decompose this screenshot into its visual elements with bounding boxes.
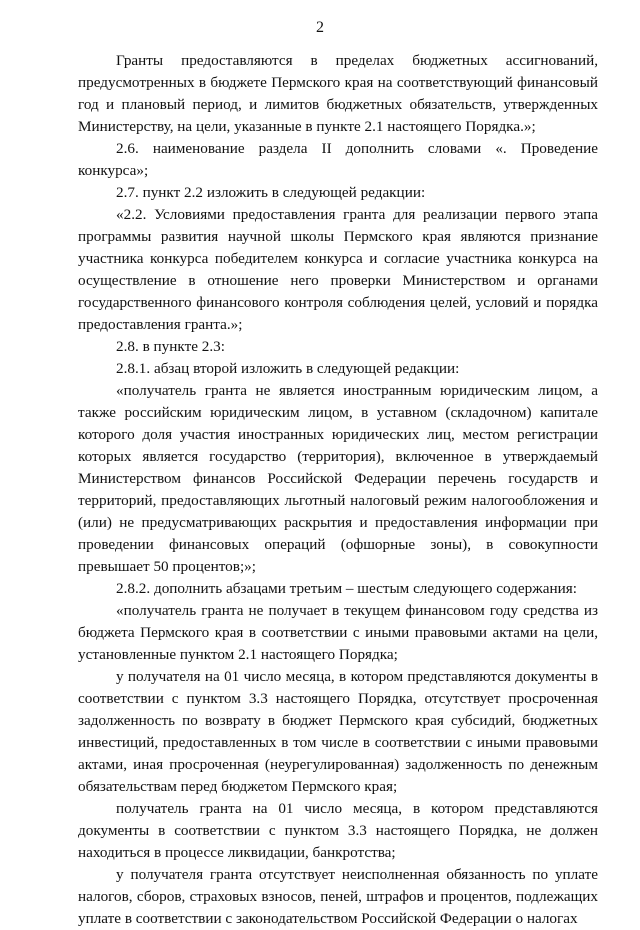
paragraph: 2.6. наименование раздела II дополнить словами «. Проведение конкурса»; bbox=[78, 140, 598, 179]
document-body bbox=[78, 50, 598, 930]
paragraph: 2.8. в пункте 2.3: bbox=[116, 338, 225, 355]
paragraph: у получателя гранта отсутствует неисполненная обязанность по уплате налогов, сборов, страховых взносов, пеней, штрафов и процентов, подлежащих уплате в соответствии с законодательством Российской Федерации о налогах bbox=[78, 866, 598, 927]
paragraph: Гранты предоставляются в пределах бюджетных ассигнований, предусмотренных в бюджете Пермского края на соответствующий финансовый год и плановый период, и лимитов бюджетных обязательств, утвержденных Министерству, на цели, указанные в пункте 2.1 настоящего Порядка.»; bbox=[78, 52, 598, 135]
paragraph: 2.8.2. дополнить абзацами третьим – шестым следующего содержания: bbox=[116, 580, 577, 597]
paragraph: «получатель гранта не получает в текущем финансовом году средства из бюджета Пермского края в соответствии с иными правовыми актами на цели, установленные пунктом 2.1 настоящего Порядка; bbox=[78, 602, 598, 663]
paragraph: у получателя на 01 число месяца, в котором представляются документы в соответствии с пунктом 3.3 настоящего Порядка, отсутствует просроченная задолженность по возврату в бюджет Пермского края субсидий, бюджетных инвестиций, предоставленных в том числе в соответствии с иными правовыми актами, иная просроченная (неурегулированная) задолженность по денежным обязательствам перед бюджетом Пермского края; bbox=[78, 668, 598, 795]
paragraph: 2.7. пункт 2.2 изложить в следующей редакции: bbox=[116, 184, 426, 201]
paragraph: 2.8.1. абзац второй изложить в следующей редакции: bbox=[116, 360, 460, 377]
paragraph: «получатель гранта не является иностранным юридическим лицом, а также российским юридическим лицом, в уставном (складочном) капитале которого доля участия иностранных юридических лиц, местом регистрации которых является государство (территория), включенное в утверждаемый Министерством финансов Российской Федерации перечень государств и территорий, предоставляющих льготный налоговый режим налогообложения и (или) не предусматривающих раскрытия и предоставления информации при проведении финансовых операций (офшорные зоны), в совокупности превышает 50 процентов;»; bbox=[78, 382, 598, 575]
page-number: 2 bbox=[316, 19, 324, 36]
paragraph: получатель гранта на 01 число месяца, в котором представляются документы в соответствии с пунктом 3.3 настоящего Порядка, не должен находиться в процессе ликвидации, банкротства; bbox=[78, 800, 598, 861]
paragraph: «2.2. Условиями предоставления гранта для реализации первого этапа программы развития научной школы Пермского края являются признание участника конкурса победителем конкурса и согласие участника конкурса на осуществление в отношение него проверки Министерством и органами государственного финансового контроля соблюдения целей, условий и порядка предоставления гранта.»; bbox=[78, 206, 598, 333]
